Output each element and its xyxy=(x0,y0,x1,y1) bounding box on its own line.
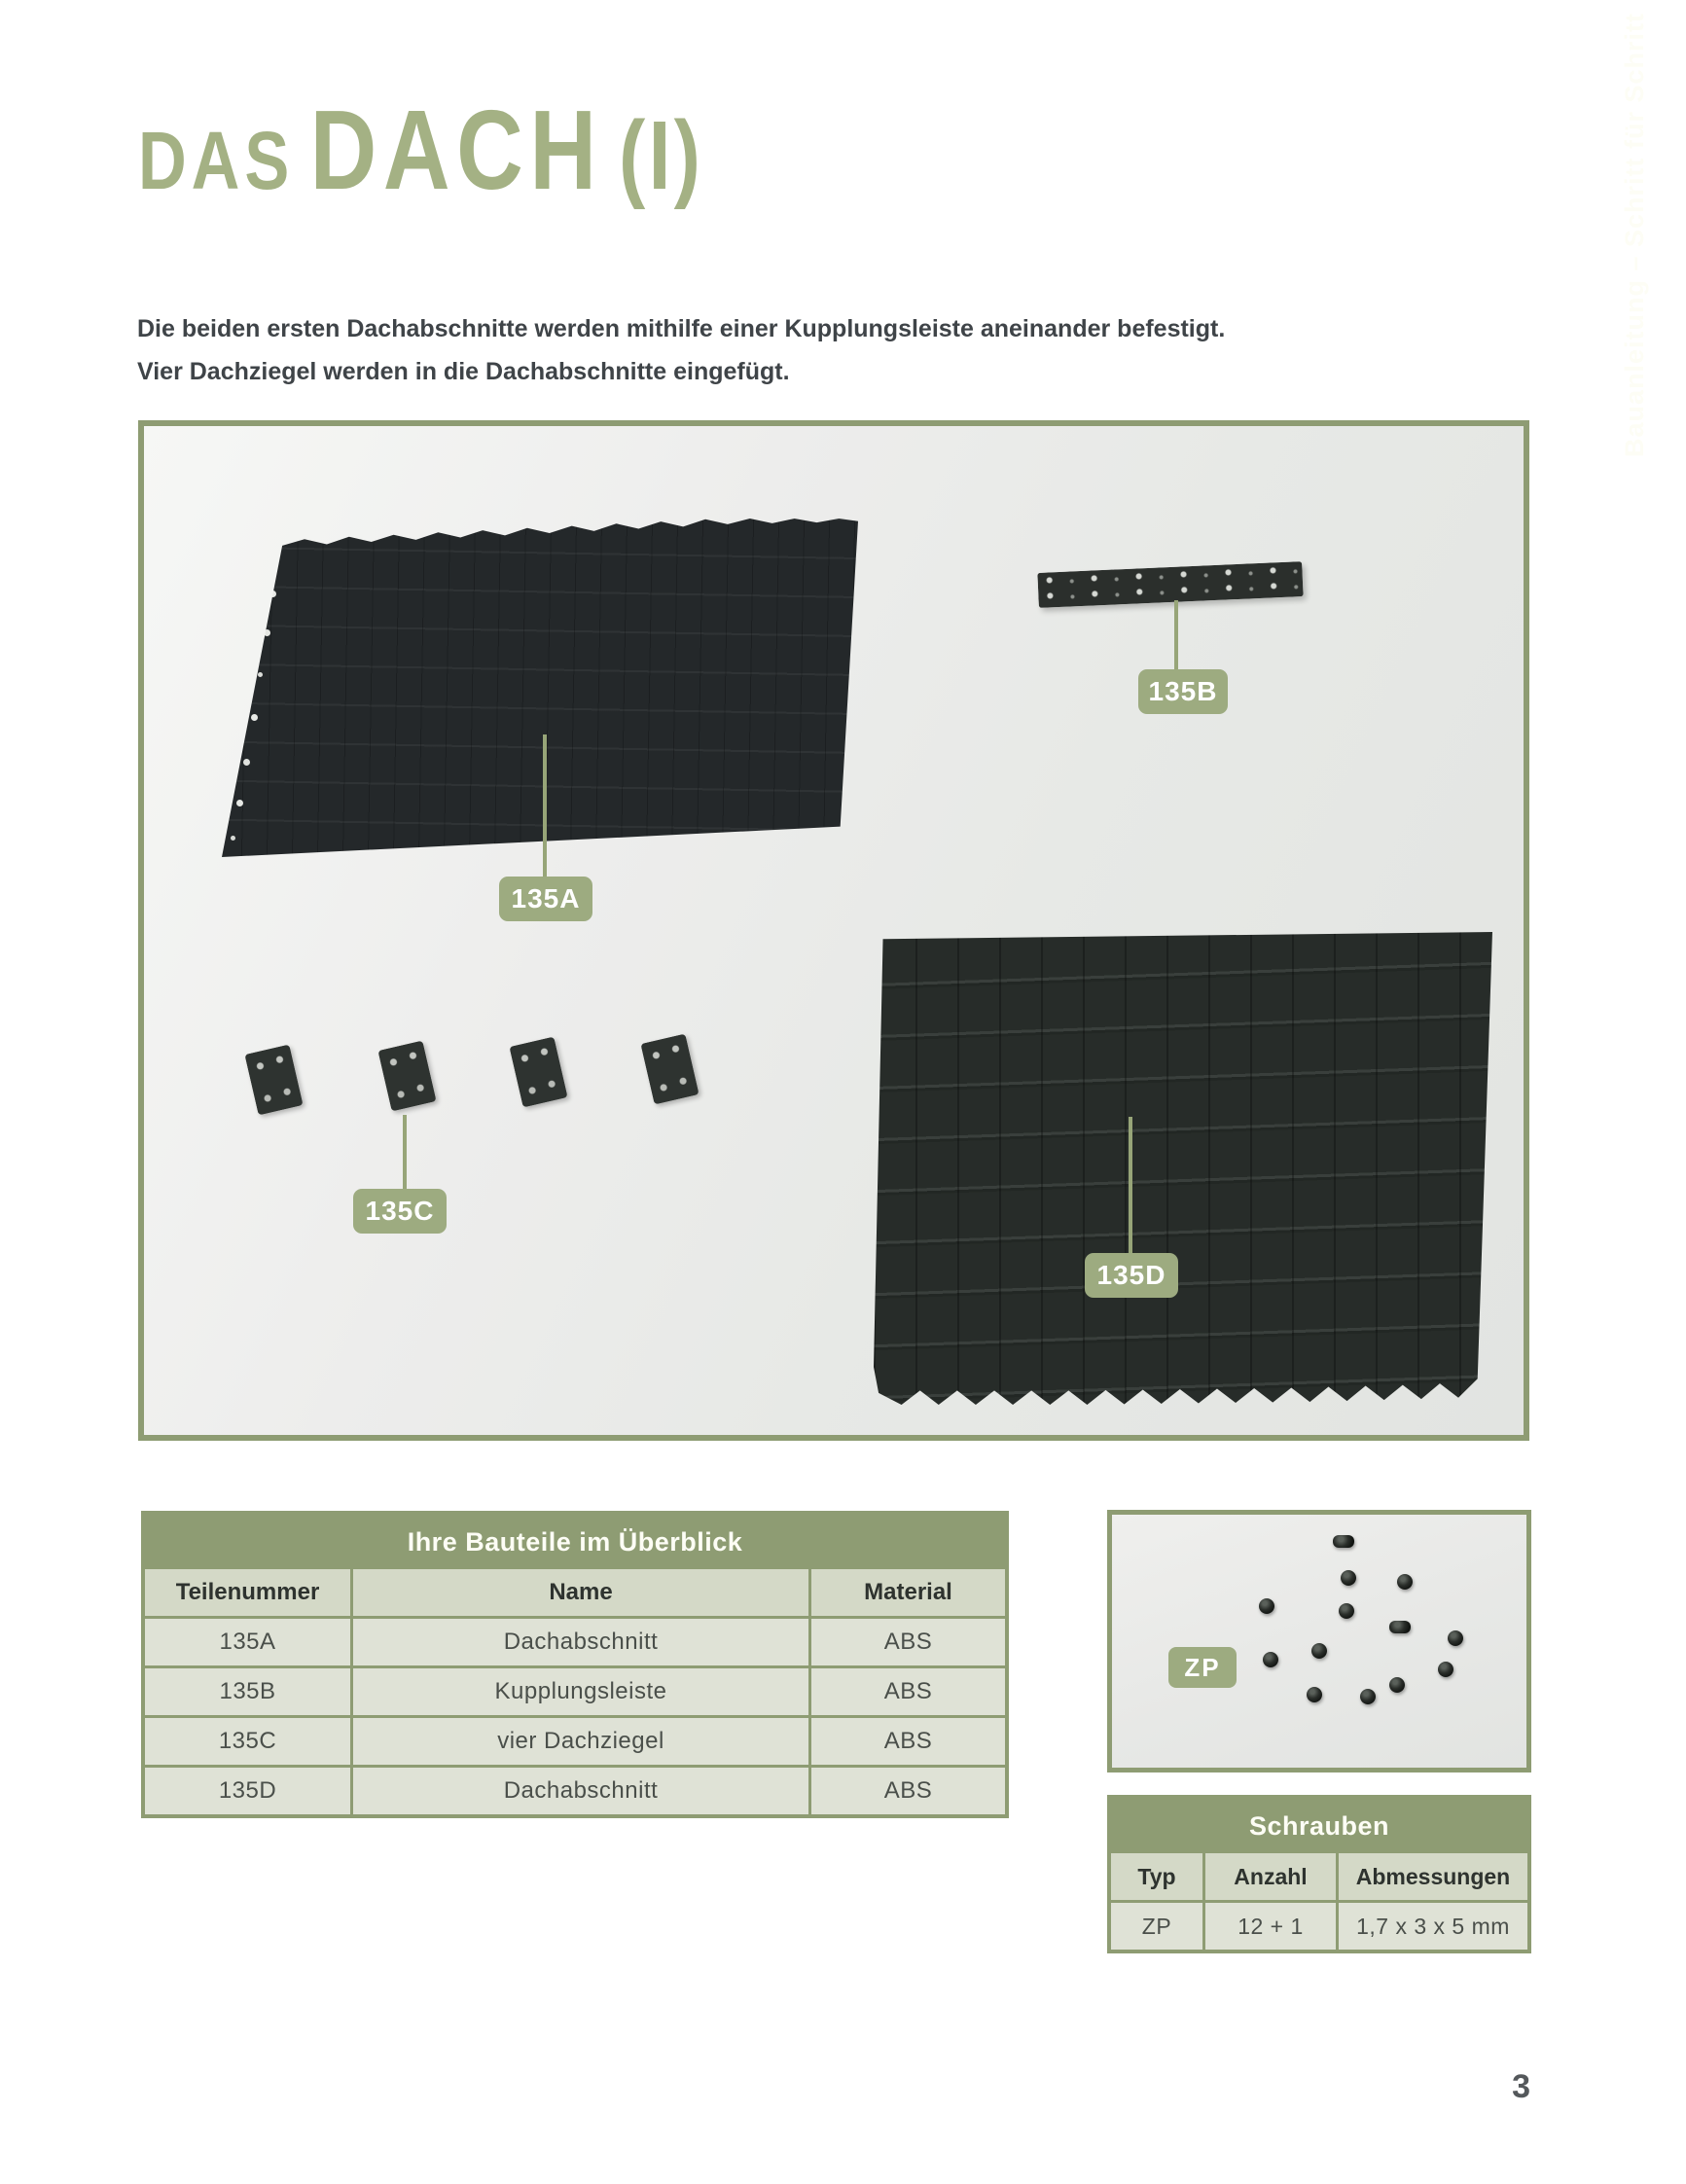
screws-photo xyxy=(1107,1510,1531,1772)
part-135b-coupling-strip xyxy=(1037,561,1303,608)
part-135c-tile xyxy=(640,1034,699,1105)
table-row xyxy=(1111,1903,1527,1950)
screw xyxy=(1339,1603,1354,1619)
cell-part-number: 135B xyxy=(145,1668,350,1715)
parts-table-title: Ihre Bauteile im Überblick xyxy=(145,1515,1005,1569)
callout-line-135a xyxy=(543,734,547,877)
cell-part-material: ABS xyxy=(811,1668,1005,1715)
screw xyxy=(1448,1630,1463,1646)
page-number: 3 xyxy=(1512,2068,1530,2105)
table-row xyxy=(145,1768,1005,1814)
title-part-das: DAS xyxy=(138,115,295,206)
cell-part-material: ABS xyxy=(811,1768,1005,1814)
column-header-anzahl: Anzahl xyxy=(1205,1853,1336,1900)
callout-badge-135c: 135C xyxy=(353,1189,447,1234)
page-title xyxy=(138,87,704,213)
cell-part-number: 135D xyxy=(145,1768,350,1814)
callout-badge-135d: 135D xyxy=(1085,1253,1178,1298)
screw xyxy=(1360,1689,1376,1704)
screw xyxy=(1389,1677,1405,1693)
screws-table-title: Schrauben xyxy=(1111,1799,1527,1853)
column-header-abmessungen: Abmessungen xyxy=(1339,1853,1527,1900)
part-135a-roof-section xyxy=(222,519,858,857)
cell-part-number: 135A xyxy=(145,1619,350,1665)
callout-line-135c xyxy=(403,1115,407,1189)
cell-part-name: vier Dachziegel xyxy=(353,1718,808,1765)
zp-badge: ZP xyxy=(1168,1647,1237,1688)
screw xyxy=(1259,1598,1274,1614)
screw xyxy=(1263,1652,1278,1667)
part-135c-tile xyxy=(377,1041,436,1112)
cell-part-name: Dachabschnitt xyxy=(353,1768,808,1814)
screw xyxy=(1311,1643,1327,1659)
cell-part-material: ABS xyxy=(811,1619,1005,1665)
screw xyxy=(1438,1662,1453,1677)
sidebar-label: Bauanleitung – Schritt für Schritt xyxy=(1619,12,1649,458)
cell-screw-type: ZP xyxy=(1111,1903,1202,1950)
callout-badge-135b: 135B xyxy=(1138,669,1228,714)
cell-part-material: ABS xyxy=(811,1718,1005,1765)
cell-part-name: Kupplungsleiste xyxy=(353,1668,808,1715)
screw xyxy=(1397,1574,1413,1590)
table-row xyxy=(145,1718,1005,1765)
callout-line-135b xyxy=(1174,600,1178,669)
screw xyxy=(1333,1535,1354,1548)
cell-screw-dimensions: 1,7 x 3 x 5 mm xyxy=(1339,1903,1527,1950)
column-header-material: Material xyxy=(811,1569,1005,1616)
intro-line-1: Die beiden ersten Dachabschnitte werden mithilfe einer Kupplungsleiste aneinander befestigt. xyxy=(137,315,1226,342)
cell-part-number: 135C xyxy=(145,1718,350,1765)
intro-paragraph xyxy=(137,307,1305,393)
screw xyxy=(1389,1621,1411,1633)
title-part-numeral: (I) xyxy=(619,101,704,210)
table-row xyxy=(145,1668,1005,1715)
part-135c-tile xyxy=(244,1045,303,1116)
parts-photo xyxy=(138,420,1529,1441)
parts-table-header-row xyxy=(145,1569,1005,1616)
callout-badge-135a: 135A xyxy=(499,877,592,921)
title-part-dach: DACH xyxy=(309,87,603,213)
cell-screw-count: 12 + 1 xyxy=(1205,1903,1336,1950)
cell-part-name: Dachabschnitt xyxy=(353,1619,808,1665)
column-header-teilenummer: Teilenummer xyxy=(145,1569,350,1616)
part-135c-tile xyxy=(509,1037,567,1108)
screws-table xyxy=(1107,1795,1531,1953)
sidebar-tab xyxy=(1583,0,1686,470)
part-135a-edge-holes xyxy=(222,519,227,523)
part-135d-roof-section xyxy=(874,932,1492,1405)
screws-table-header-row xyxy=(1111,1853,1527,1900)
screw xyxy=(1307,1687,1322,1702)
table-row xyxy=(145,1619,1005,1665)
column-header-typ: Typ xyxy=(1111,1853,1202,1900)
screw xyxy=(1341,1570,1356,1586)
parts-table xyxy=(141,1511,1009,1818)
column-header-name: Name xyxy=(353,1569,808,1616)
intro-line-2: Vier Dachziegel werden in die Dachabschnitte eingefügt. xyxy=(137,358,790,385)
callout-line-135d xyxy=(1129,1117,1132,1253)
